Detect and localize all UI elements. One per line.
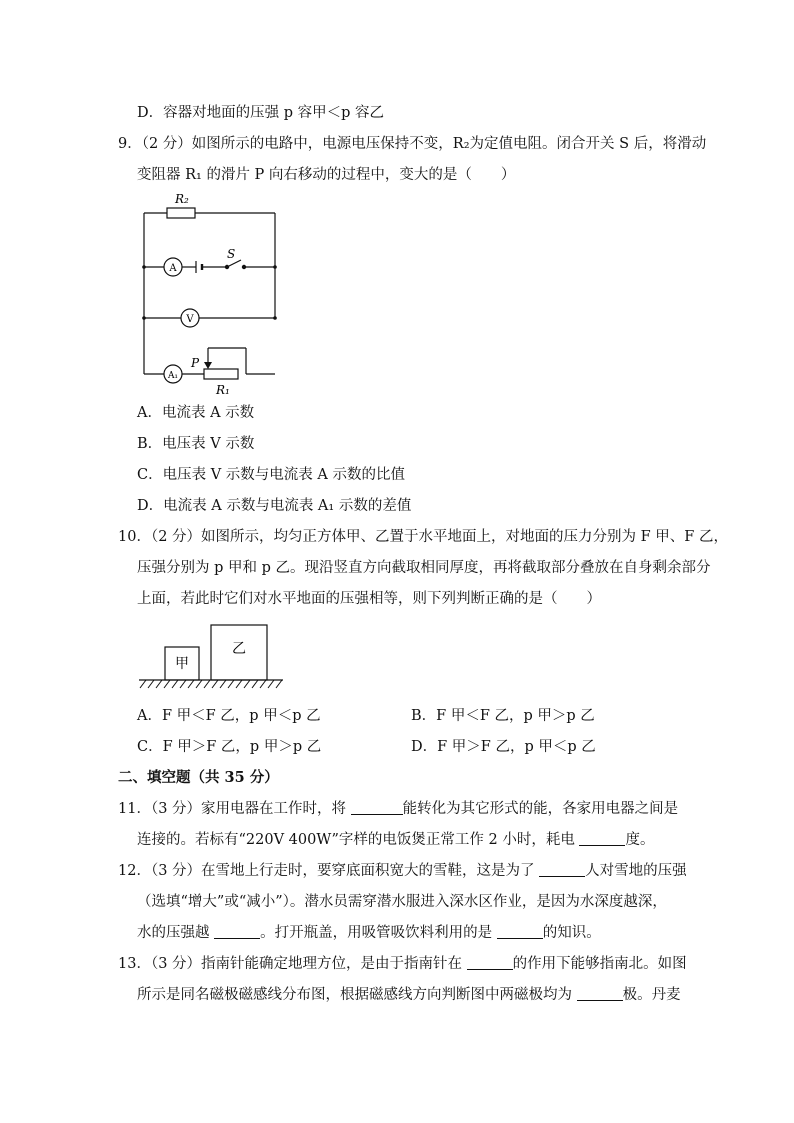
- q13-text-1a: 13．（3 分）指南针能确定地理方位，是由于指南针在: [118, 956, 467, 972]
- q12-blank-2: [214, 924, 260, 939]
- q12-text-1b: 人对雪地的压强: [585, 863, 687, 879]
- switch-label: S: [227, 247, 236, 261]
- q12-text-3a: 水的压强越: [137, 925, 215, 941]
- r1-label: R₁: [216, 383, 230, 397]
- q9-stem-line2: 变阻器 R₁ 的滑片 P 向右移动的过程中，变大的是（ ）: [137, 167, 516, 183]
- voltmeter-v-label: V: [186, 314, 194, 325]
- q11-text-1a: 11．（3 分）家用电器在工作时，将: [118, 801, 351, 817]
- q12-line1: [118, 861, 687, 881]
- q10-stem-line3: 上面，若此时它们对水平地面的压强相等，则下列判断正确的是（ ）: [137, 591, 601, 607]
- q13-text-2a: 所示是同名磁极磁感线分布图，根据磁感线方向判断图中两磁极均为: [137, 987, 577, 1003]
- q12-line3: [137, 923, 601, 943]
- q12-text-3c: 的知识。: [542, 925, 601, 941]
- q13-line2: [137, 985, 681, 1005]
- q11-text-1b: 能转化为其它形式的能，各家用电器之间是: [402, 801, 679, 817]
- q12-line2: （选填“增大”或“减小”）。潜水员需穿潜水服进入深水区作业，是因为水深度越深，: [137, 894, 667, 910]
- q12-blank-3: [497, 924, 543, 939]
- q10-stem-line1: 10．（2 分）如图所示，均匀正方体甲、乙置于水平地面上，对地面的压力分别为 F 甲、F 乙，: [118, 529, 728, 545]
- q11-line2: [137, 830, 654, 850]
- q11-text-2b: 度。: [625, 832, 655, 848]
- q10-option-c: C．F 甲＞F 乙，p 甲＞p 乙: [137, 739, 322, 755]
- q13-text-2b: 极。丹麦: [622, 987, 681, 1003]
- q8-option-d: D．容器对地面的压强 p 容甲＜p 容乙: [137, 105, 385, 121]
- q10-option-a: A．F 甲＜F 乙，p 甲＜p 乙: [137, 708, 321, 724]
- q11-blank-1: [351, 800, 403, 815]
- q9-stem-line1: 9．（2 分）如图所示的电路中，电源电压保持不变，R₂为定值电阻。闭合开关 S 后，将滑动: [118, 136, 707, 152]
- cube-yi-label: 乙: [232, 641, 246, 657]
- q12-blank-1: [539, 862, 585, 877]
- section-fill-in-heading: 二、填空题（共 35 分）: [118, 769, 279, 786]
- ammeter-a1-label: A₁: [167, 371, 179, 381]
- slider-p-label: P: [191, 356, 200, 370]
- q11-line1: [118, 799, 678, 819]
- q10-stem-line2: 压强分别为 p 甲和 p 乙。现沿竖直方向截取相同厚度，再将截取部分叠放在自身剩余部分: [137, 560, 711, 576]
- q13-text-1b: 的作用下能够指南北。如图: [512, 956, 687, 972]
- cube-jia-label: 甲: [175, 656, 189, 672]
- q9-option-b: B．电压表 V 示数: [137, 436, 255, 452]
- q10-cubes-diagram: [136, 620, 286, 692]
- r2-label: R₂: [175, 192, 189, 206]
- ammeter-a-label: A: [169, 263, 177, 274]
- q13-blank-2: [577, 986, 623, 1001]
- q11-text-2a: 连接的。若标有“220V 400W”字样的电饭煲正常工作 2 小时，耗电: [137, 832, 580, 848]
- q13-blank-1: [467, 955, 513, 970]
- q9-circuit-diagram: [130, 186, 290, 400]
- q9-option-d: D．电流表 A 示数与电流表 A₁ 示数的差值: [137, 498, 412, 514]
- q12-text-1a: 12．（3 分）在雪地上行走时，要穿底面积宽大的雪鞋，这是为了: [118, 863, 540, 879]
- q11-blank-2: [579, 831, 625, 846]
- q9-option-a: A．电流表 A 示数: [137, 405, 255, 421]
- q10-option-d: D．F 甲＞F 乙，p 甲＜p 乙: [411, 739, 596, 755]
- q12-text-3b: 。打开瓶盖，用吸管吸饮料利用的是: [260, 925, 497, 941]
- q9-option-c: C．电压表 V 示数与电流表 A 示数的比值: [137, 467, 405, 483]
- q13-line1: [118, 954, 687, 974]
- q10-option-b: B．F 甲＜F 乙，p 甲＞p 乙: [411, 708, 595, 724]
